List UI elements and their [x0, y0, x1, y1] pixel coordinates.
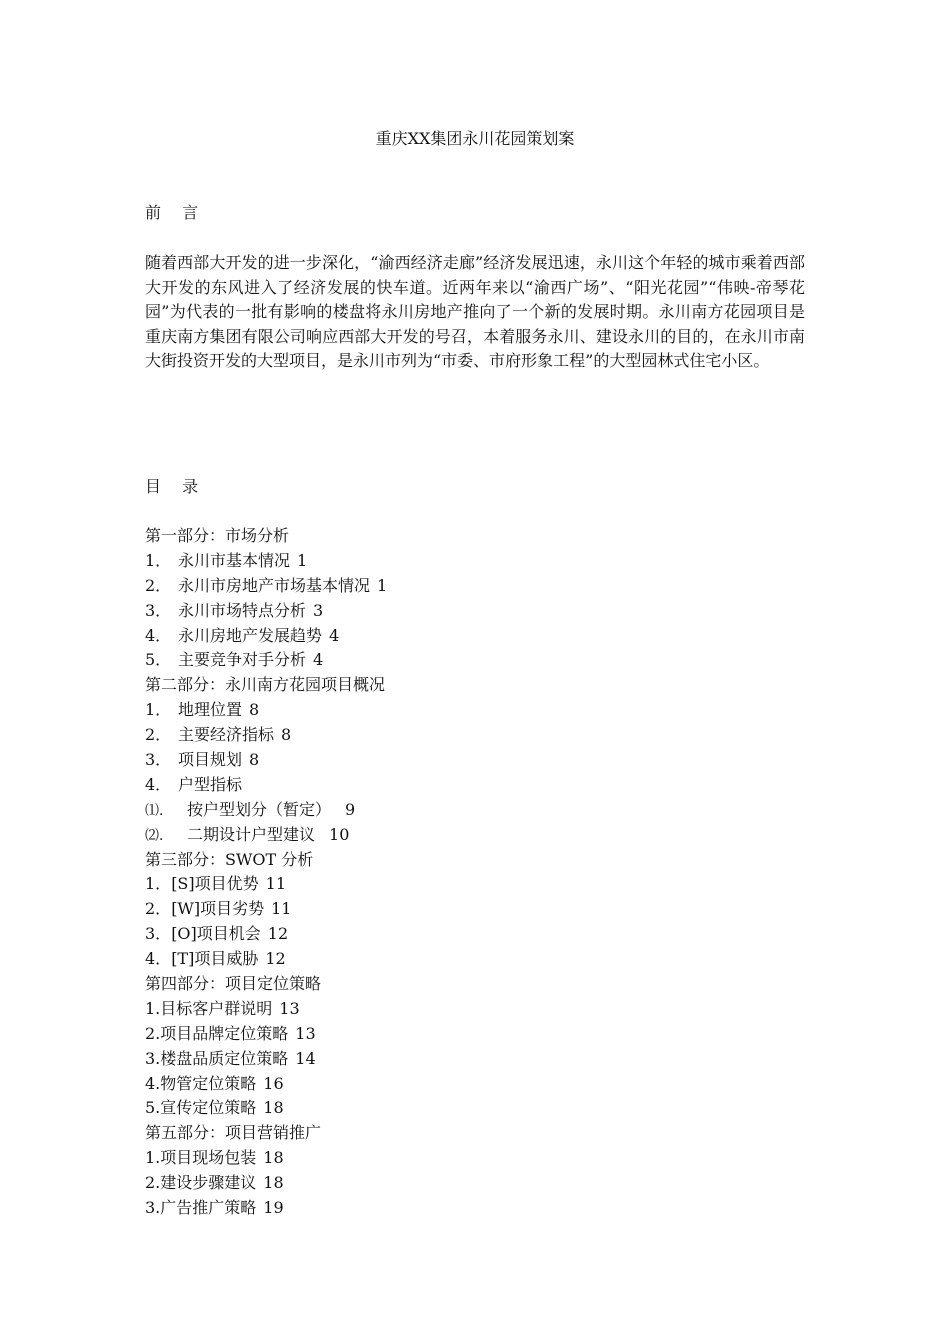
toc-entry [145, 574, 805, 599]
toc-entry-title: 永川房地产发展趋势 [178, 625, 323, 645]
toc-entry-number: 5. [145, 1098, 161, 1118]
toc-entry-page-number: 3 [313, 600, 324, 620]
toc-entry-number: 2． [145, 575, 172, 595]
document-title: 重庆XX集团永川花园策划案 [375, 129, 575, 148]
toc-entry-title: 地理位置 [178, 700, 243, 720]
toc-entry-title: [O]项目机会 [171, 924, 261, 944]
toc-entry-page-number: 16 [263, 1073, 284, 1093]
toc-entry-title: 项目规划 [178, 750, 243, 770]
toc-entry-title: [S]项目优势 [171, 874, 259, 894]
toc-entry-number: 1. [145, 1148, 161, 1168]
toc-entry-number: 3． [145, 600, 172, 620]
toc-entry-page-number: 9 [345, 799, 356, 819]
toc-entry-title: 物管定位策略 [160, 1073, 257, 1093]
toc-entry-number: 1． [145, 700, 172, 720]
toc-part-heading [145, 673, 805, 698]
toc-entry-title: 广告推广策略 [160, 1198, 257, 1218]
toc-entry-number: 1． [145, 874, 172, 894]
toc-entry-page-number: 18 [263, 1173, 284, 1193]
toc-entry-title: 第二部分：永川南方花园项目概况 [145, 675, 386, 695]
toc-entry [145, 748, 805, 773]
toc-entry-title: 二期设计户型建议 [187, 824, 316, 844]
toc-entry-title: 建设步骤建议 [160, 1173, 257, 1193]
toc-entry-title: 主要竞争对手分析 [178, 650, 307, 670]
toc-entry-page-number: 4 [329, 625, 340, 645]
toc-entry-title: 第一部分：市场分析 [145, 526, 290, 545]
toc-entry-title: 宣传定位策略 [160, 1098, 257, 1118]
toc-entry-title: [W]项目劣势 [171, 899, 265, 919]
toc-entry-page-number: 19 [263, 1198, 284, 1218]
preface-paragraph: 随着西部大开发的进一步深化，“渝西经济走廊”经济发展迅速，永川这个年轻的城市乘着西部大开发的东风进入了经济发展的快车道。近两年来以“渝西广场”、“阳光花园”“伟映-帝琴花园”为代表的一批有影响的楼盘将永川房地产推向了一个新的发展时期。永川南方花园项目是重庆南方集团有限公司响应西部大开发的号召，本着服务永川、建设永川的目的，在永川市南大街投资开发的大型项目，是永川市列为“市委、市府形象工程”的大型园林式住宅小区。 [145, 253, 805, 370]
toc-entry-title: 项目品牌定位策略 [160, 1023, 289, 1043]
toc-entry-title: 楼盘品质定位策略 [160, 1048, 289, 1068]
toc-entry-title: [T]项目威胁 [171, 949, 259, 969]
toc-entry-title: 永川市基本情况 [178, 550, 291, 570]
toc-entry [145, 1146, 805, 1171]
toc-entry [145, 1196, 805, 1221]
toc-entry-page-number: 13 [295, 1023, 316, 1043]
toc-entry-page-number: 12 [267, 924, 289, 944]
toc-entry-page-number: 10 [329, 824, 350, 844]
toc-entry-number: 3． [145, 924, 172, 944]
toc-entry-title: 户型指标 [178, 774, 243, 794]
toc-entry [145, 1072, 805, 1097]
toc-entry-number: 1． [145, 550, 172, 570]
toc-entry-page-number: 4 [313, 650, 324, 670]
toc-entry-page-number: 8 [281, 725, 292, 745]
toc-entry-number: ⑴. [145, 802, 164, 819]
toc-entry-title: 按户型划分（暂定） [187, 799, 332, 819]
toc-entry [145, 897, 805, 922]
toc-part-heading [145, 524, 805, 549]
toc-part-heading [145, 848, 805, 873]
toc-entry-number: 3. [145, 1048, 161, 1068]
toc-entry-title: 项目现场包装 [160, 1148, 257, 1168]
toc-entry [145, 549, 805, 574]
toc-entry [145, 599, 805, 624]
toc-entry [145, 872, 805, 897]
toc-entry-page-number: 11 [271, 899, 292, 919]
toc-entry-number: ⑵. [145, 827, 164, 844]
toc-entry-number: 2. [145, 1023, 161, 1043]
toc-entry-title: 主要经济指标 [178, 725, 275, 745]
toc-entry-title: 第三部分：SWOT 分析 [145, 849, 314, 869]
toc-entry [145, 1171, 805, 1196]
toc-entry [145, 773, 805, 798]
toc-entry-number: 4. [145, 1073, 161, 1093]
toc-entry-page-number: 1 [377, 575, 388, 595]
toc-entry [145, 1022, 805, 1047]
toc-entry-title: 第五部分：项目营销推广 [145, 1123, 322, 1143]
toc-entry-number: 2． [145, 725, 172, 745]
toc-entry-page-number: 8 [249, 750, 260, 770]
toc-entry [145, 947, 805, 972]
toc-entry-title: 第四部分：项目定位策略 [145, 974, 322, 994]
toc-entry-page-number: 14 [295, 1048, 316, 1068]
toc-entry-number: 3． [145, 750, 172, 770]
toc-entry [145, 624, 805, 649]
toc-entry-title: 永川市房地产市场基本情况 [178, 575, 371, 595]
toc-entry [145, 997, 805, 1022]
toc-entry-page-number: 11 [265, 874, 286, 894]
toc-entry [145, 1047, 805, 1072]
toc-entry-number: 4． [145, 949, 172, 969]
toc-entry-page-number: 13 [279, 998, 300, 1018]
table-of-contents [145, 524, 805, 1221]
toc-entry [145, 798, 805, 823]
toc-entry-page-number: 18 [263, 1098, 284, 1118]
toc-entry-number: 2. [145, 1173, 161, 1193]
toc-entry-number: 4． [145, 625, 172, 645]
toc-entry-title: 永川市场特点分析 [178, 600, 307, 620]
toc-entry-number: 4． [145, 774, 172, 794]
toc-entry-title: 目标客户群说明 [160, 998, 273, 1018]
toc-entry [145, 922, 805, 947]
toc-entry-page-number: 18 [263, 1148, 284, 1168]
toc-part-heading [145, 1121, 805, 1146]
toc-entry [145, 1096, 805, 1121]
toc-entry [145, 648, 805, 673]
toc-heading: 目 录 [145, 477, 207, 496]
toc-entry-number: 3. [145, 1198, 161, 1218]
toc-entry [145, 723, 805, 748]
toc-entry-number: 1. [145, 998, 161, 1018]
toc-entry-page-number: 12 [265, 949, 286, 969]
preface-heading: 前 言 [145, 203, 207, 222]
toc-entry-page-number: 1 [297, 550, 308, 570]
toc-entry [145, 823, 805, 848]
toc-entry-page-number: 8 [249, 700, 260, 720]
toc-part-heading [145, 972, 805, 997]
toc-entry [145, 698, 805, 723]
toc-entry-number: 5． [145, 650, 172, 670]
toc-entry-number: 2． [145, 899, 172, 919]
